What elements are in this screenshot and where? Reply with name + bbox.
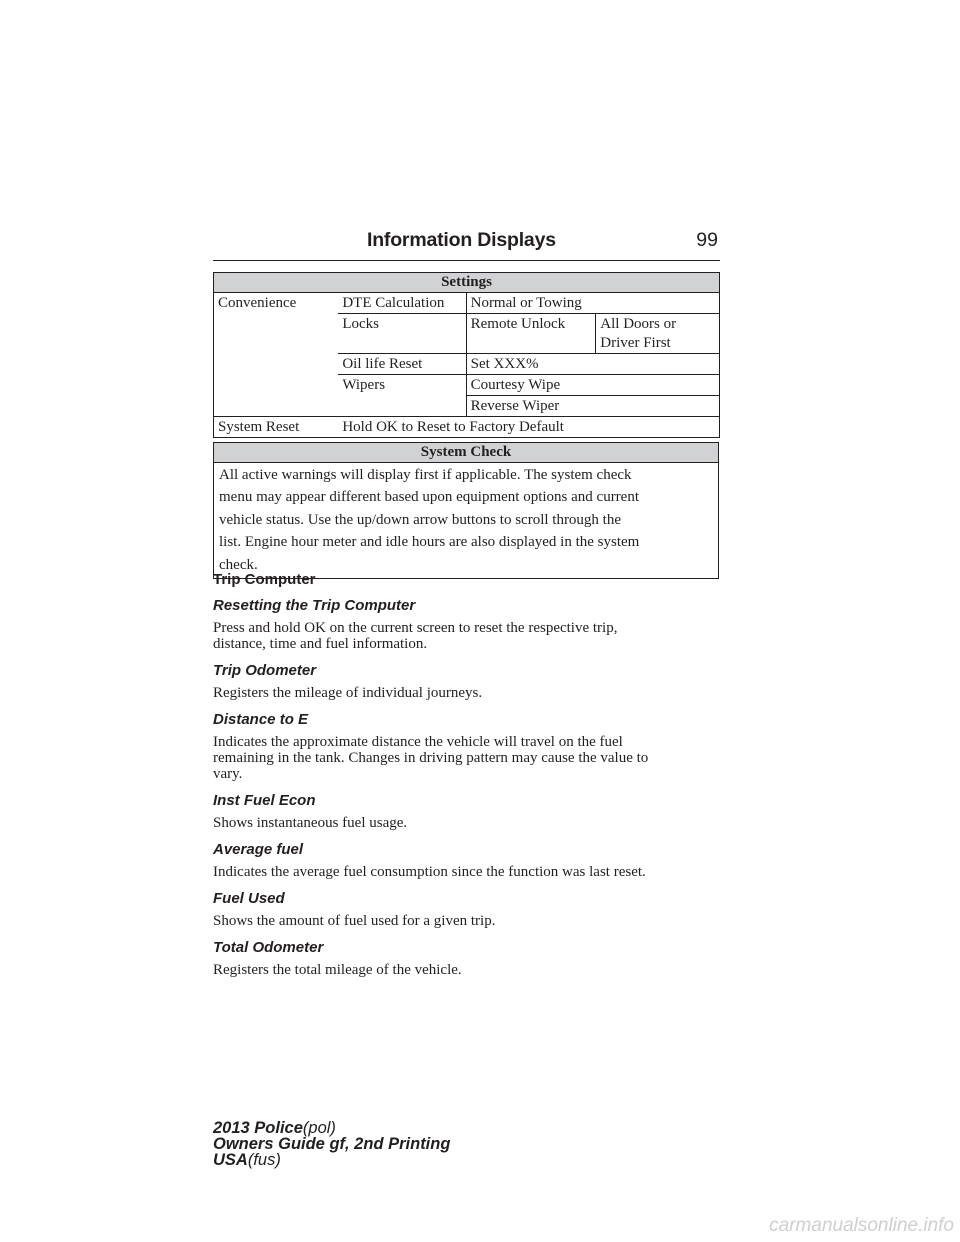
paragraph: [213, 685, 723, 701]
table-cell: [214, 396, 339, 417]
table-cell: Set XXX%: [466, 354, 719, 375]
footer-market-code: (fus): [247, 1151, 281, 1169]
footer-line: [213, 1136, 450, 1152]
table-row: [214, 354, 720, 375]
trip-computer-section: [213, 571, 723, 988]
subsection-heading: Total Odometer: [213, 939, 324, 956]
print-footer: [213, 1120, 450, 1168]
table-cell: Reverse Wiper: [466, 396, 719, 417]
table-cell: Remote Unlock: [466, 314, 596, 354]
footer-model-code: (pol): [302, 1119, 336, 1137]
system-check-heading: System Check: [214, 443, 718, 463]
text-line: vary.: [213, 766, 243, 782]
section-heading: Trip Computer: [213, 571, 316, 588]
text-line: remaining in the tank. Changes in driving pattern may cause the value to: [213, 750, 649, 766]
system-check-line: menu may appear different based upon equipment options and current: [219, 489, 640, 506]
subsection-heading: Distance to E: [213, 711, 309, 728]
remote-unlock-option-line-1: All Doors or: [600, 316, 677, 332]
subsection-heading: Resetting the Trip Computer: [213, 597, 416, 614]
footer-model: 2013 Police: [213, 1119, 303, 1137]
paragraph: [213, 734, 723, 782]
paragraph: [213, 962, 723, 978]
watermark: carmanualsonline.info: [769, 1215, 954, 1236]
table-cell: DTE Calculation: [338, 293, 466, 314]
table-row: [214, 314, 720, 354]
paragraph: [213, 913, 723, 929]
table-row: [214, 293, 720, 314]
table-row: [214, 375, 720, 396]
table-cell: Wipers: [338, 375, 466, 396]
system-check-line: list. Engine hour meter and idle hours are also displayed in the system: [219, 534, 640, 551]
table-cell: Oil life Reset: [338, 354, 466, 375]
table-row: [214, 396, 720, 417]
settings-heading: Settings: [214, 273, 720, 293]
system-check-body: [214, 463, 718, 578]
system-check-line: check.: [219, 556, 258, 573]
text-line: Shows the amount of fuel used for a given trip.: [213, 913, 496, 929]
settings-table-header-row: [214, 273, 720, 293]
subsection-heading: Fuel Used: [213, 890, 285, 907]
paragraph: [213, 815, 723, 831]
settings-table: [213, 272, 720, 438]
system-check-table: [213, 442, 719, 579]
footer-guide: Owners Guide gf, 2nd Printing: [213, 1135, 451, 1153]
page-number: 99: [696, 229, 718, 251]
system-check-line: All active warnings will display first if applicable. The system check: [219, 467, 632, 483]
table-cell: Normal or Towing: [466, 293, 719, 314]
table-row: [214, 417, 720, 438]
text-line: Registers the mileage of individual journeys.: [213, 685, 483, 701]
text-line: Shows instantaneous fuel usage.: [213, 815, 408, 831]
subsection-heading: Inst Fuel Econ: [213, 792, 316, 809]
table-cell: Hold OK to Reset to Factory Default: [338, 417, 719, 438]
table-cell: [338, 396, 466, 417]
text-line: Indicates the approximate distance the vehicle will travel on the fuel: [213, 734, 623, 750]
remote-unlock-option-line-2: Driver First: [600, 335, 671, 351]
subsection-heading: Average fuel: [213, 841, 304, 858]
table-cell: Convenience: [214, 293, 339, 314]
paragraph: [213, 620, 723, 652]
table-cell: [214, 375, 339, 396]
system-check-line: vehicle status. Use the up/down arrow buttons to scroll through the: [219, 511, 622, 528]
table-cell: [596, 314, 720, 354]
table-cell: Locks: [338, 314, 466, 354]
table-cell: Courtesy Wipe: [466, 375, 719, 396]
page-header: [213, 229, 720, 261]
footer-line: [213, 1120, 450, 1136]
table-cell: [214, 354, 339, 375]
text-line: distance, time and fuel information.: [213, 636, 428, 652]
table-cell: [214, 314, 339, 354]
footer-market: USA: [213, 1151, 248, 1169]
subsection-heading: Trip Odometer: [213, 662, 317, 679]
page-title: Information Displays: [367, 229, 556, 251]
text-line: Press and hold OK on the current screen to reset the respective trip,: [213, 620, 618, 636]
table-cell: System Reset: [214, 417, 339, 438]
paragraph: [213, 864, 723, 880]
footer-line: [213, 1152, 450, 1168]
text-line: Indicates the average fuel consumption since the function was last reset.: [213, 864, 646, 880]
text-line: Registers the total mileage of the vehicle.: [213, 962, 462, 978]
